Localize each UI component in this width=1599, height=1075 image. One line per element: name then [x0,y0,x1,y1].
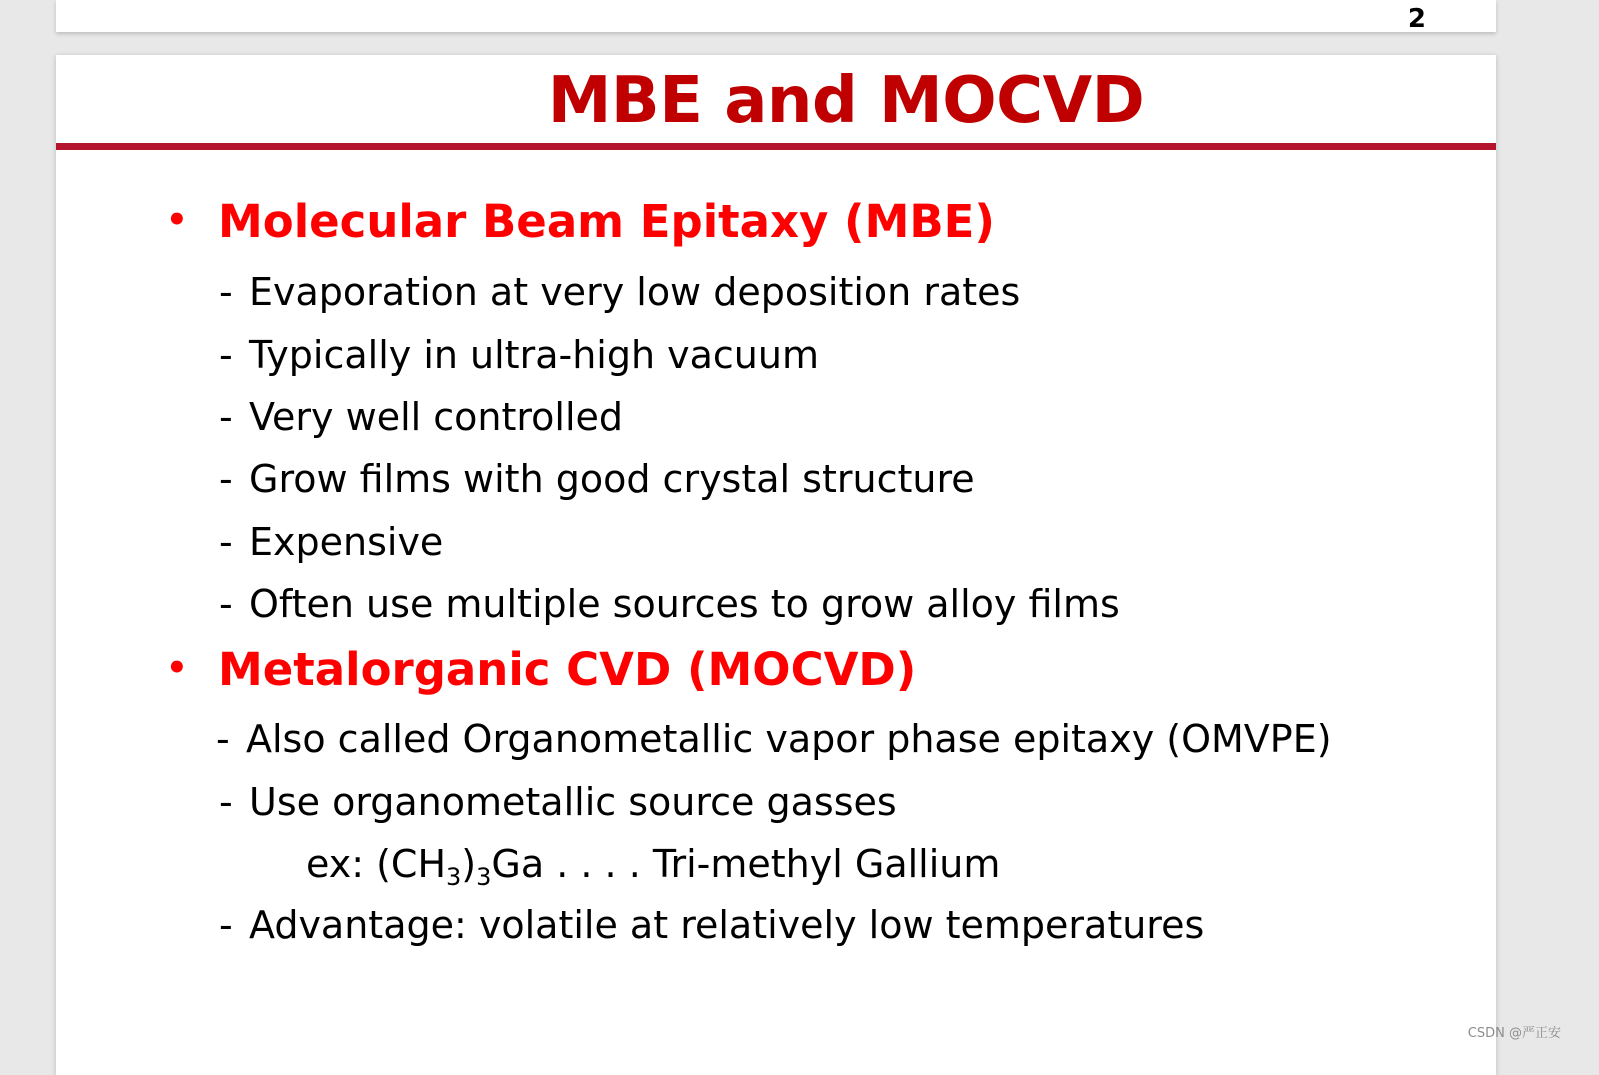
example-line [306,842,1001,891]
dash-marker: - [219,903,233,947]
slide-title: MBE and MOCVD [547,64,1145,138]
subscript: 3 [446,863,462,891]
list-item-text: Very well controlled [249,395,624,439]
dash-marker: - [219,333,233,377]
previous-page-strip [56,0,1496,32]
dash-marker: - [219,520,233,564]
list-item-text: Use organometallic source gasses [249,780,897,824]
dash-marker: - [219,780,233,824]
list-item-text: Also called Organometallic vapor phase epitaxy (OMVPE) [246,717,1332,761]
dash-marker: - [219,582,233,626]
list-item-text: Advantage: volatile at relatively low temperatures [249,903,1205,947]
dash-marker: - [219,457,233,501]
example-prefix: ex: (CH [306,842,447,886]
watermark: CSDN @严正安 [1467,1026,1561,1041]
dash-marker: - [219,395,233,439]
section-heading-label: Metalorganic CVD (MOCVD) [218,643,917,696]
list-item [216,717,1332,761]
list-item [219,457,975,501]
section-heading-label: Molecular Beam Epitaxy (MBE) [218,195,995,248]
dash-marker: - [219,270,233,314]
subscript: 3 [476,863,492,891]
list-item-text: Typically in ultra-high vacuum [249,333,819,377]
example-suffix: Ga . . . . Tri-methyl Gallium [491,842,1001,886]
list-item [219,903,1204,947]
list-item [219,333,819,377]
list-item-text: Expensive [249,520,444,564]
slide-page [56,55,1496,1075]
list-item [219,520,443,564]
list-item-text: Grow films with good crystal structure [249,457,975,501]
list-item [219,270,1020,314]
bullet-icon: • [166,200,188,240]
slide-content [56,55,1496,1055]
page-number: 2 [1407,4,1426,34]
list-item [219,582,1120,626]
bullet-icon: • [166,648,188,688]
list-item-text: Often use multiple sources to grow alloy films [249,582,1120,626]
example-mid: ) [461,842,477,886]
list-item [219,780,897,824]
dash-marker: - [216,717,230,761]
list-item [219,395,623,439]
section-heading-mbe [166,195,995,248]
section-heading-mocvd [166,643,916,696]
list-item-text: Evaporation at very low deposition rates [249,270,1021,314]
